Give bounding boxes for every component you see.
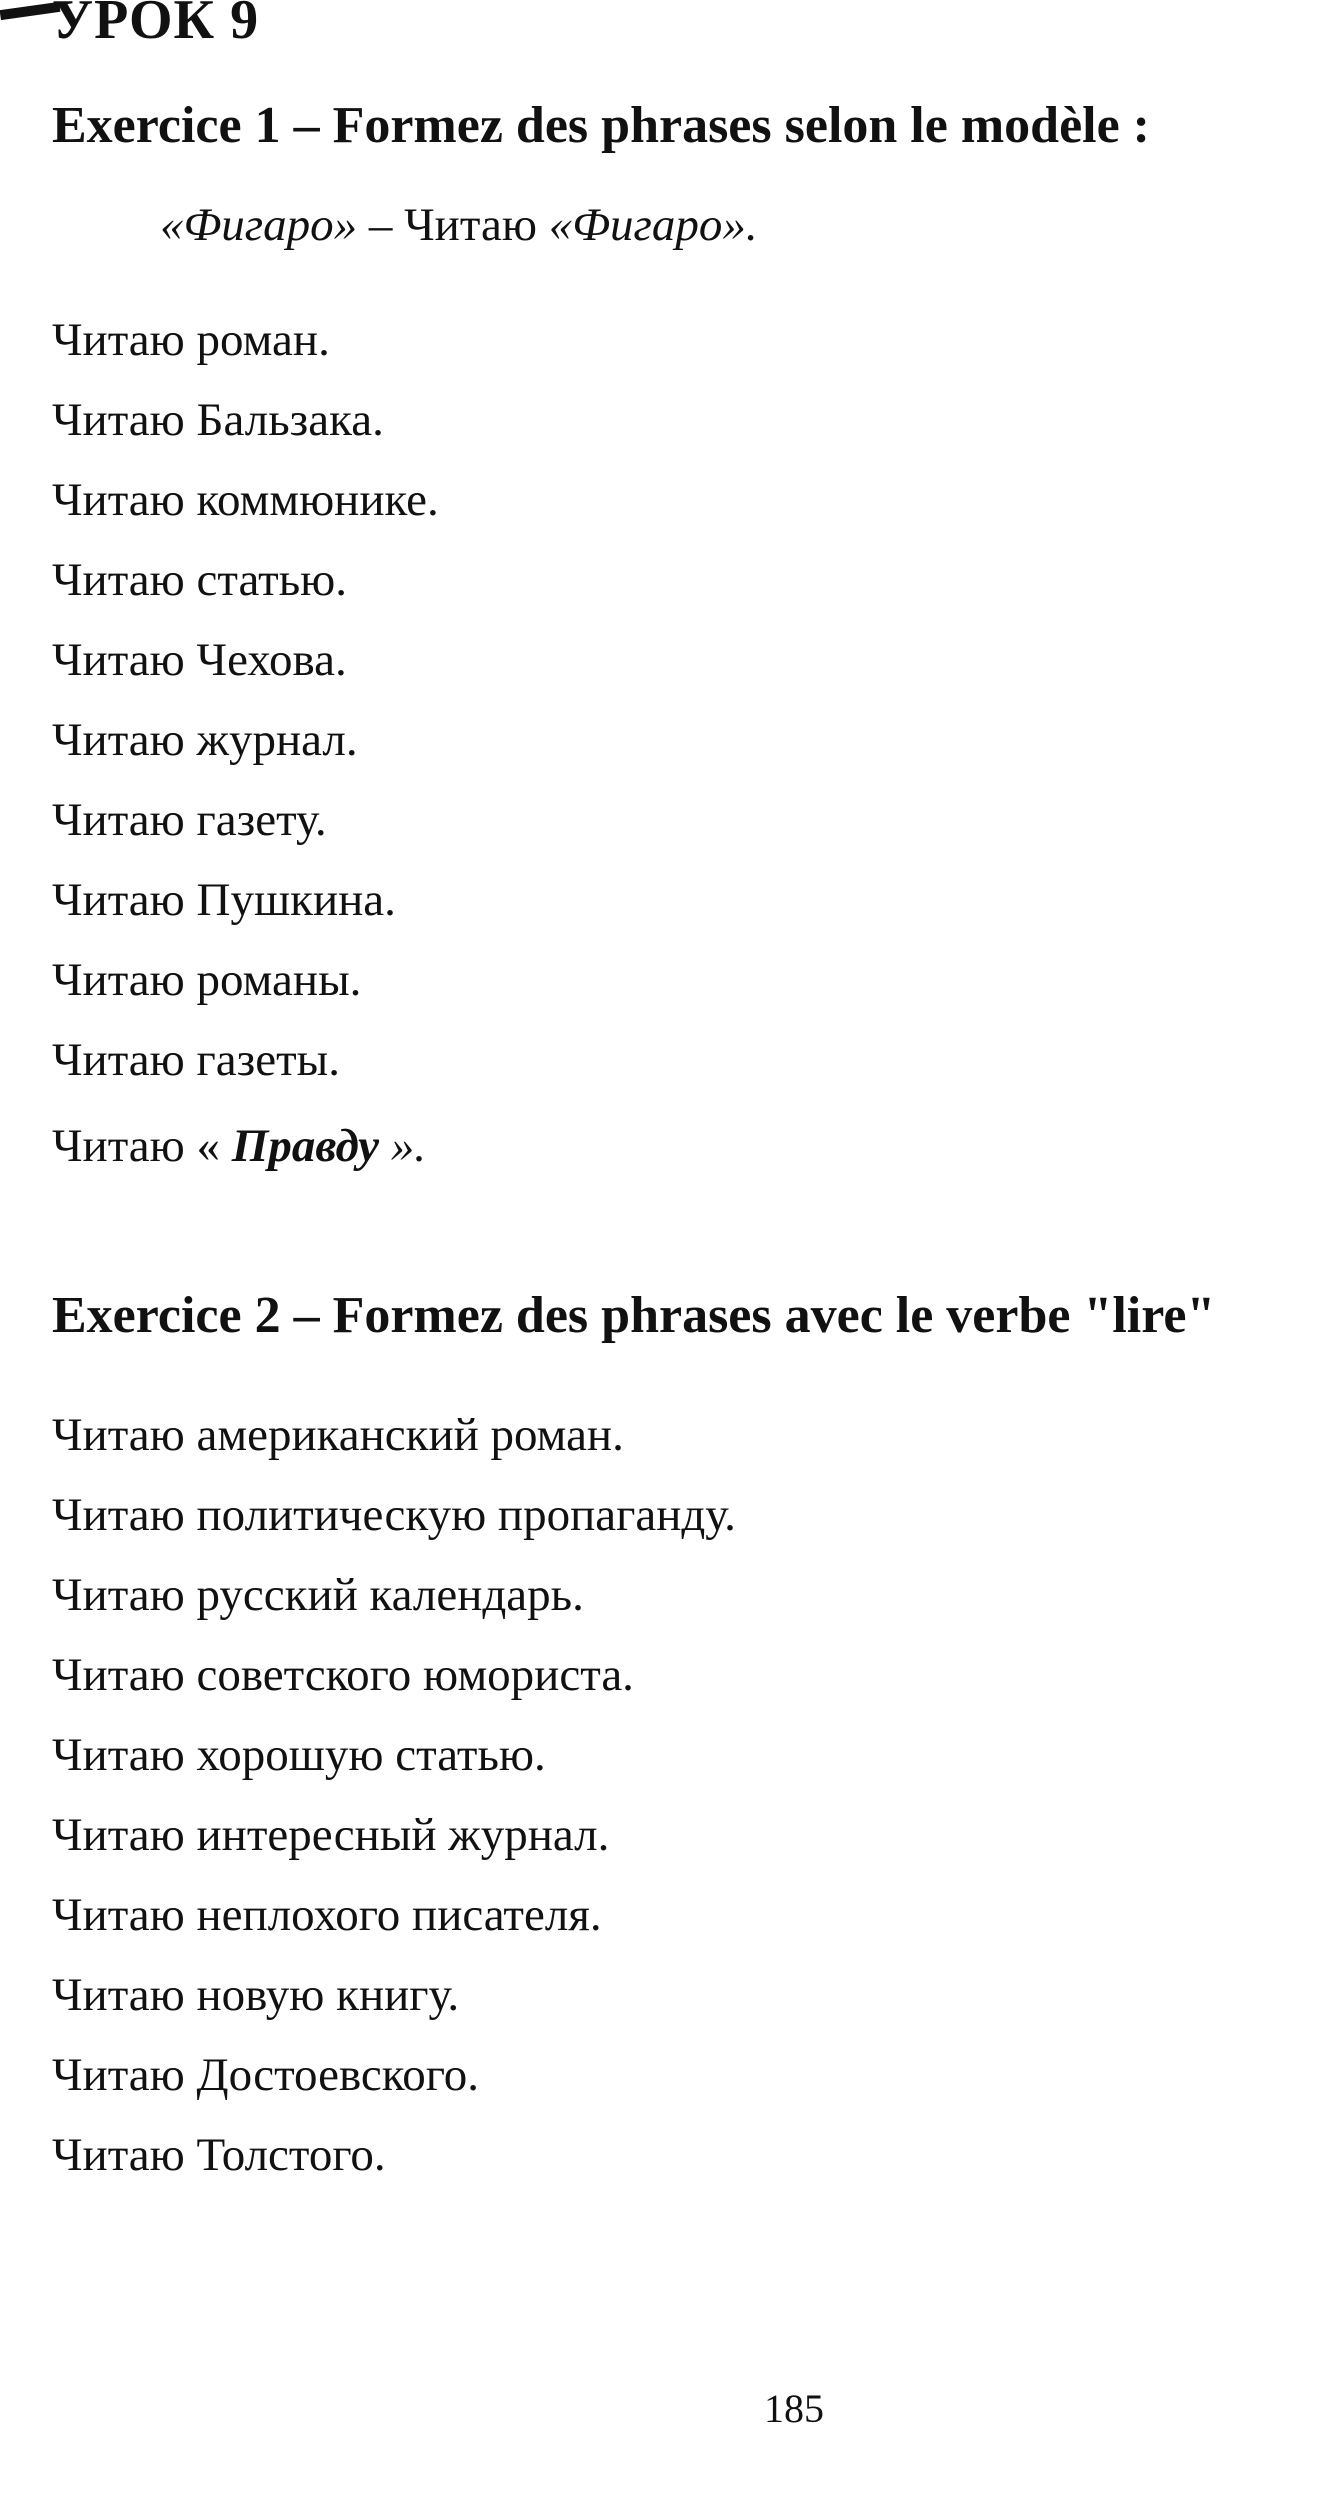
list-item: Читаю романы. [52, 954, 362, 1006]
list-item: Читаю газеты. [52, 1034, 340, 1086]
list-item: Читаю Бальзака. [52, 394, 384, 446]
list-item: Читаю Толстого. [52, 2129, 386, 2181]
pravdu-word: Правду [231, 1120, 380, 1172]
list-item: Читаю интересный журнал. [52, 1809, 610, 1861]
lesson-title: УРОК 9 [52, 0, 260, 51]
list-item: Читаю журнал. [52, 714, 358, 766]
list-item: Читаю роман. [52, 314, 330, 366]
list-item: Читаю американский роман. [52, 1409, 624, 1461]
list-item: Читаю газету. [52, 794, 327, 846]
list-item: Читаю хорошую статью. [52, 1729, 546, 1781]
exercise-2-heading: Exercice 2 – Formez des phrases avec le verbe "lire" [52, 1287, 1216, 1344]
page-number: 185 [764, 2386, 824, 2431]
list-item-pravdu [52, 1106, 439, 1186]
pravdu-suffix: ». [379, 1120, 427, 1172]
list-item: Читаю советского юмориста. [52, 1649, 634, 1701]
exercise-2-list [52, 1395, 736, 2195]
list-item: Читаю коммюнике. [52, 474, 439, 526]
exercise-1-heading: Exercice 1 – Formez des phrases selon le modèle : [52, 97, 1150, 154]
list-item: Читаю русский календарь. [52, 1569, 584, 1621]
model-source: «Фигаро» [160, 199, 358, 251]
model-target: «Фигаро». [548, 199, 758, 251]
list-item: Читаю Пушкина. [52, 874, 396, 926]
pravdu-prefix: Читаю « [52, 1120, 232, 1172]
list-item: Читаю статью. [52, 554, 347, 606]
exercise-1-list [52, 300, 439, 1186]
list-item: Читаю Чехова. [52, 634, 347, 686]
model-verb: – Читаю [357, 199, 549, 251]
model-example [160, 198, 758, 252]
list-item: Читаю Достоевского. [52, 2049, 480, 2101]
list-item: Читаю новую книгу. [52, 1969, 460, 2021]
list-item: Читаю политическую пропаганду. [52, 1489, 736, 1541]
list-item: Читаю неплохого писателя. [52, 1889, 602, 1941]
